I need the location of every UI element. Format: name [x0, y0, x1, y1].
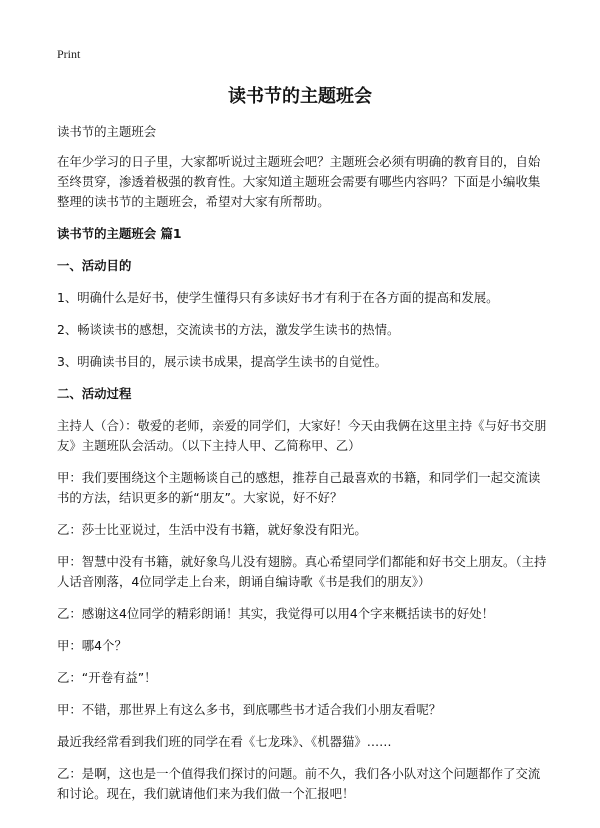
goal-item: 3、明确读书目的，展示读书成果，提高学生读书的自觉性。	[57, 354, 388, 369]
dialogue-paragraph: 乙：“开卷有益”！	[57, 670, 157, 685]
document-title: 读书节的主题班会	[228, 86, 372, 107]
document-subtitle: 读书节的主题班会	[57, 124, 157, 139]
dialogue-paragraph: 甲：我们要围绕这个主题畅谈自己的感想，推荐自己最喜欢的书籍，和同学们一起交流读书的方法，结识更多的新“朋友”。大家说，好不好？	[57, 470, 541, 505]
dialogue-paragraph: 乙：莎士比亚说过，生活中没有书籍，就好象没有阳光。	[57, 522, 367, 537]
goal-item: 1、明确什么是好书，使学生懂得只有多读好书才有利于在各方面的提高和发展。	[57, 290, 499, 305]
dialogue-paragraph: 最近我经常看到我们班的同学在看《七龙珠》、《机器猫》……	[57, 734, 392, 749]
part1-heading: 一、活动目的	[57, 258, 132, 273]
part2-heading: 二、活动过程	[57, 386, 132, 401]
dialogue-paragraph: 甲：哪4个？	[57, 638, 127, 653]
section-title: 读书节的主题班会 篇1	[57, 226, 182, 241]
intro-paragraph: 在年少学习的日子里，大家都听说过主题班会吧？主题班会必须有明确的教育目的，自始至终贯穿，渗透着极强的教育性。大家知道主题班会需要有哪些内容吗？下面是小编收集整理的读书节的主题班会，希望对大家有所帮助。	[57, 154, 541, 209]
dialogue-paragraph: 乙：感谢这4位同学的精彩朗诵！其实，我觉得可以用4个字来概括读书的好处！	[57, 606, 495, 621]
document-body	[57, 122, 547, 816]
dialogue-paragraph: 乙：是啊，这也是一个值得我们探讨的问题。前不久，我们各小队对这个问题都作了交流和讨论。现在，我们就请他们来为我们做一个汇报吧！	[57, 766, 541, 801]
goal-item: 2、畅谈读书的感想，交流读书的方法，激发学生读书的热情。	[57, 322, 400, 337]
print-link[interactable]: Print	[57, 47, 81, 61]
dialogue-paragraph: 甲：智慧中没有书籍，就好象鸟儿没有翅膀。真心希望同学们都能和好书交上朋友。（主持人话音刚落，4位同学走上台来，朗诵自编诗歌《书是我们的朋友》）	[57, 554, 547, 589]
dialogue-paragraph: 甲：不错，那世界上有这么多书，到底哪些书才适合我们小朋友看呢？	[57, 702, 442, 717]
dialogue-paragraph: 主持人（合）：敬爱的老师，亲爱的同学们，大家好！今天由我俩在这里主持《与好书交朋友》主题班队会活动。（以下主持人甲、乙简称甲、乙）	[57, 418, 547, 453]
